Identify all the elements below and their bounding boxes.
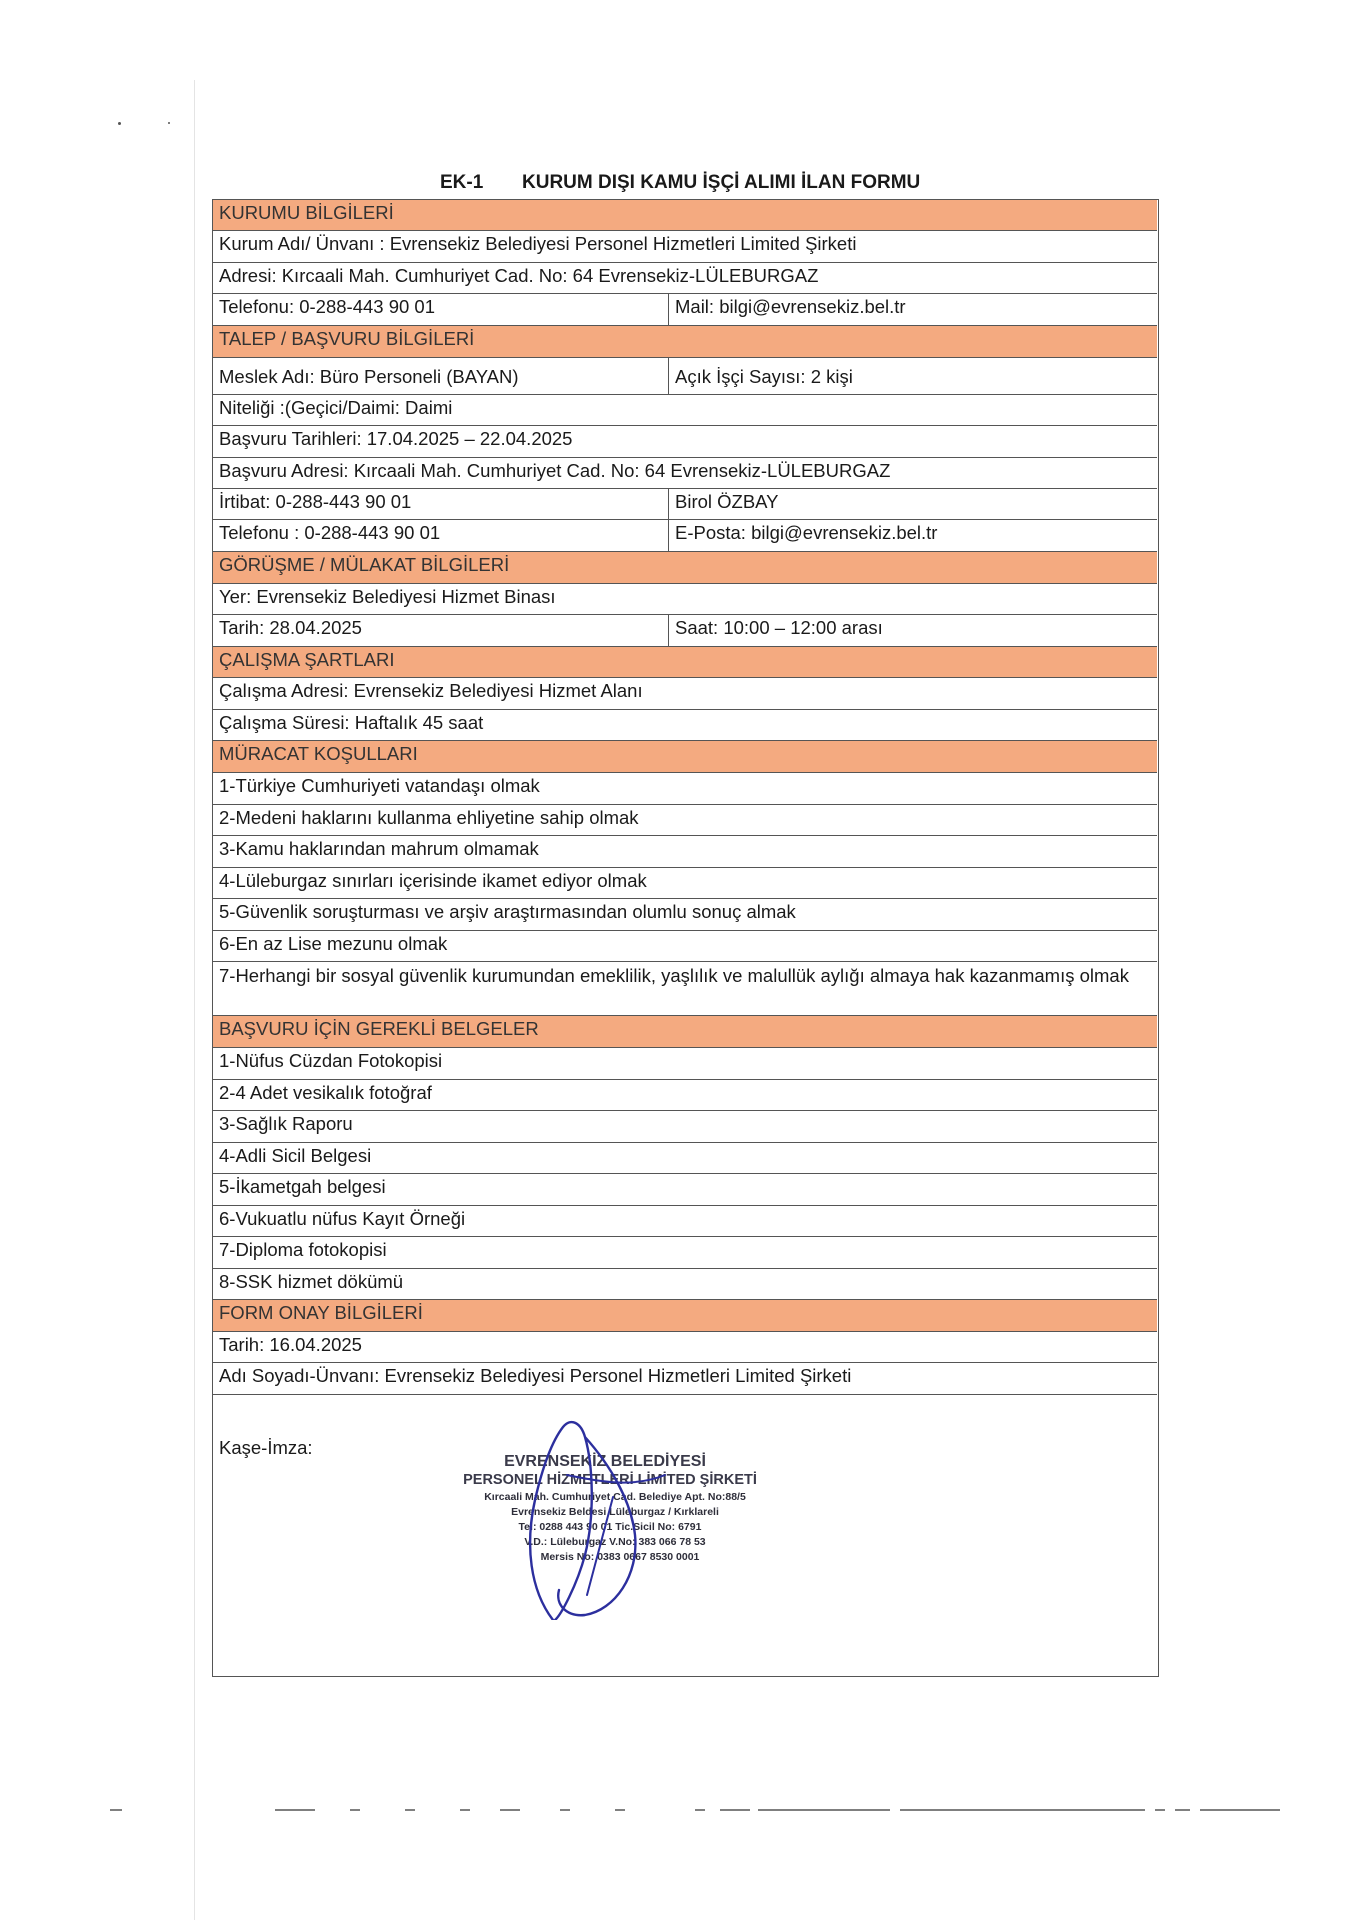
list-item: [213, 1206, 1157, 1237]
field-irtibat: İrtibat: 0-288-443 90 01: [213, 489, 669, 519]
row-calisma-adres: [213, 678, 1157, 710]
section-title: MÜRACAT KOŞULLARI: [219, 743, 418, 764]
row-kurum-adi: [213, 231, 1157, 263]
section-header-belgeler: [213, 1016, 1157, 1048]
row-kurum-iletisim: [213, 294, 1157, 326]
field-talep-telefon: Telefonu : 0-288-443 90 01: [213, 520, 669, 551]
stamp-line: PERSONEL HİZMETLERİ LİMİTED ŞİRKETİ: [463, 1472, 757, 1488]
section-header-calisma: [213, 647, 1157, 678]
field-basvuru-tarihleri: Başvuru Tarihleri: 17.04.2025 – 22.04.2025: [219, 428, 573, 449]
scan-speck: [168, 122, 170, 124]
row-niteligi: [213, 395, 1157, 426]
gerekli-belge: 4-Adli Sicil Belgesi: [219, 1145, 372, 1166]
field-irtibat-kisi: Birol ÖZBAY: [675, 491, 779, 512]
gerekli-belge: 8-SSK hizmet dökümü: [219, 1271, 404, 1292]
form-code: EK-1: [440, 172, 484, 193]
row-irtibat: [213, 489, 1157, 520]
stamp-line: Mersis No: 0383 0667 8530 0001: [540, 1551, 700, 1563]
field-calisma-sure: Çalışma Süresi: Haftalık 45 saat: [219, 712, 484, 733]
gerekli-belge: 1-Nüfus Cüzdan Fotokopisi: [219, 1050, 443, 1071]
company-stamp: [435, 1405, 795, 1620]
field-acik-isci: Açık İşçi Sayısı: 2 kişi: [675, 366, 853, 387]
list-item: [213, 1237, 1157, 1269]
stamp-line: Evrensekiz Beldesi Lüleburgaz / Kırklareli: [511, 1506, 719, 1518]
field-gorusme-yer: Yer: Evrensekiz Belediyesi Hizmet Binası: [219, 586, 556, 607]
form-title: [212, 172, 1159, 198]
list-item: [213, 931, 1157, 962]
field-basvuru-adresi: Başvuru Adresi: Kırcaali Mah. Cumhuriyet Cad. No: 64 Evrensekiz-LÜLEBURGAZ: [219, 460, 891, 481]
field-gorusme-saat: Saat: 10:00 – 12:00 arası: [675, 617, 883, 638]
section-title: FORM ONAY BİLGİLERİ: [219, 1302, 423, 1323]
muracat-kosulu: 5-Güvenlik soruşturması ve arşiv araştırmasından olumlu sonuç almak: [219, 901, 796, 922]
list-item: [213, 1143, 1157, 1174]
gerekli-belge: 2-4 Adet vesikalık fotoğraf: [219, 1082, 432, 1103]
muracat-kosulu: 4-Lüleburgaz sınırları içerisinde ikamet ediyor olmak: [219, 870, 647, 891]
list-item: [213, 1048, 1157, 1080]
muracat-kosulu: 7-Herhangi bir sosyal güvenlik kurumundan emeklilik, yaşlılık ve malullük aylığı almaya hak kazanmamış olmak: [219, 965, 1129, 986]
stamp-line: EVRENSEKİZ BELEDİYESİ: [504, 1453, 706, 1470]
section-header-kurum: [213, 200, 1157, 231]
list-item: [213, 1111, 1157, 1143]
field-niteligi: Niteliği :(Geçici/Daimi: Daimi: [219, 397, 453, 418]
gerekli-belge: 6-Vukuatlu nüfus Kayıt Örneği: [219, 1208, 466, 1229]
section-header-talep: [213, 326, 1157, 358]
row-onay-tarih: [213, 1332, 1157, 1363]
stamp-line: Tel: 0288 443 90 01 Tic.Sicil No: 6791: [518, 1521, 702, 1533]
footer-scan-lines: [110, 1808, 1280, 1812]
list-item: [213, 836, 1157, 868]
section-header-muracat: [213, 741, 1157, 773]
stamp-line: Kırcaali Mah. Cumhuriyet Cad. Belediye Apt. No:88/5: [484, 1491, 746, 1503]
list-item: [213, 805, 1157, 836]
section-title: GÖRÜŞME / MÜLAKAT BİLGİLERİ: [219, 554, 510, 575]
list-item: [213, 1174, 1157, 1206]
field-kurum-mail: Mail: bilgi@evrensekiz.bel.tr: [675, 296, 906, 317]
kase-imza-label: Kaşe-İmza:: [219, 1437, 313, 1458]
field-kurum-adi: Kurum Adı/ Ünvanı : Evrensekiz Belediyesi Personel Hizmetleri Limited Şirketi: [219, 233, 857, 254]
section-title: TALEP / BAŞVURU BİLGİLERİ: [219, 328, 475, 349]
field-gorusme-tarih: Tarih: 28.04.2025: [213, 615, 669, 646]
stamp-line: V.D.: Lüleburgaz V.No: 383 066 78 53: [524, 1536, 706, 1548]
section-header-onay: [213, 1300, 1157, 1332]
row-gorusme-zaman: [213, 615, 1157, 647]
gerekli-belge: 3-Sağlık Raporu: [219, 1113, 353, 1134]
list-item: [213, 1269, 1157, 1300]
scan-speck: [118, 122, 121, 125]
list-item: [213, 962, 1157, 1016]
field-meslek: Meslek Adı: Büro Personeli (BAYAN): [213, 358, 669, 394]
row-basvuru-tarihleri: [213, 426, 1157, 458]
list-item: [213, 1080, 1157, 1111]
row-basvuru-adresi: [213, 458, 1157, 489]
field-kurum-adres: Adresi: Kırcaali Mah. Cumhuriyet Cad. No: 64 Evrensekiz-LÜLEBURGAZ: [219, 265, 819, 286]
section-title: BAŞVURU İÇİN GEREKLİ BELGELER: [219, 1018, 539, 1039]
muracat-kosulu: 1-Türkiye Cumhuriyeti vatandaşı olmak: [219, 775, 540, 796]
row-meslek: [213, 358, 1157, 395]
row-gorusme-yer: [213, 584, 1157, 615]
field-talep-eposta: E-Posta: bilgi@evrensekiz.bel.tr: [675, 522, 938, 543]
list-item: [213, 868, 1157, 899]
field-onay-adi: Adı Soyadı-Ünvanı: Evrensekiz Belediyesi Personel Hizmetleri Limited Şirketi: [219, 1365, 852, 1386]
gerekli-belge: 5-İkametgah belgesi: [219, 1176, 386, 1197]
section-title: KURUMU BİLGİLERİ: [219, 202, 394, 223]
form-heading: KURUM DIŞI KAMU İŞÇİ ALIMI İLAN FORMU: [522, 172, 921, 193]
row-calisma-sure: [213, 710, 1157, 741]
field-kurum-telefon: Telefonu: 0-288-443 90 01: [213, 294, 669, 325]
row-talep-iletisim: [213, 520, 1157, 552]
list-item: [213, 773, 1157, 805]
muracat-kosulu: 6-En az Lise mezunu olmak: [219, 933, 448, 954]
section-title: ÇALIŞMA ŞARTLARI: [219, 649, 395, 670]
muracat-kosulu: 2-Medeni haklarını kullanma ehliyetine sahip olmak: [219, 807, 639, 828]
row-onay-adi: [213, 1363, 1157, 1395]
muracat-kosulu: 3-Kamu haklarından mahrum olmamak: [219, 838, 539, 859]
section-header-gorusme: [213, 552, 1157, 584]
gerekli-belge: 7-Diploma fotokopisi: [219, 1239, 387, 1260]
list-item: [213, 899, 1157, 931]
scan-margin-line: [194, 80, 195, 1920]
row-kurum-adres: [213, 263, 1157, 294]
announcement-form: [212, 199, 1159, 1677]
field-onay-tarih: Tarih: 16.04.2025: [219, 1334, 362, 1355]
field-calisma-adres: Çalışma Adresi: Evrensekiz Belediyesi Hizmet Alanı: [219, 680, 643, 701]
